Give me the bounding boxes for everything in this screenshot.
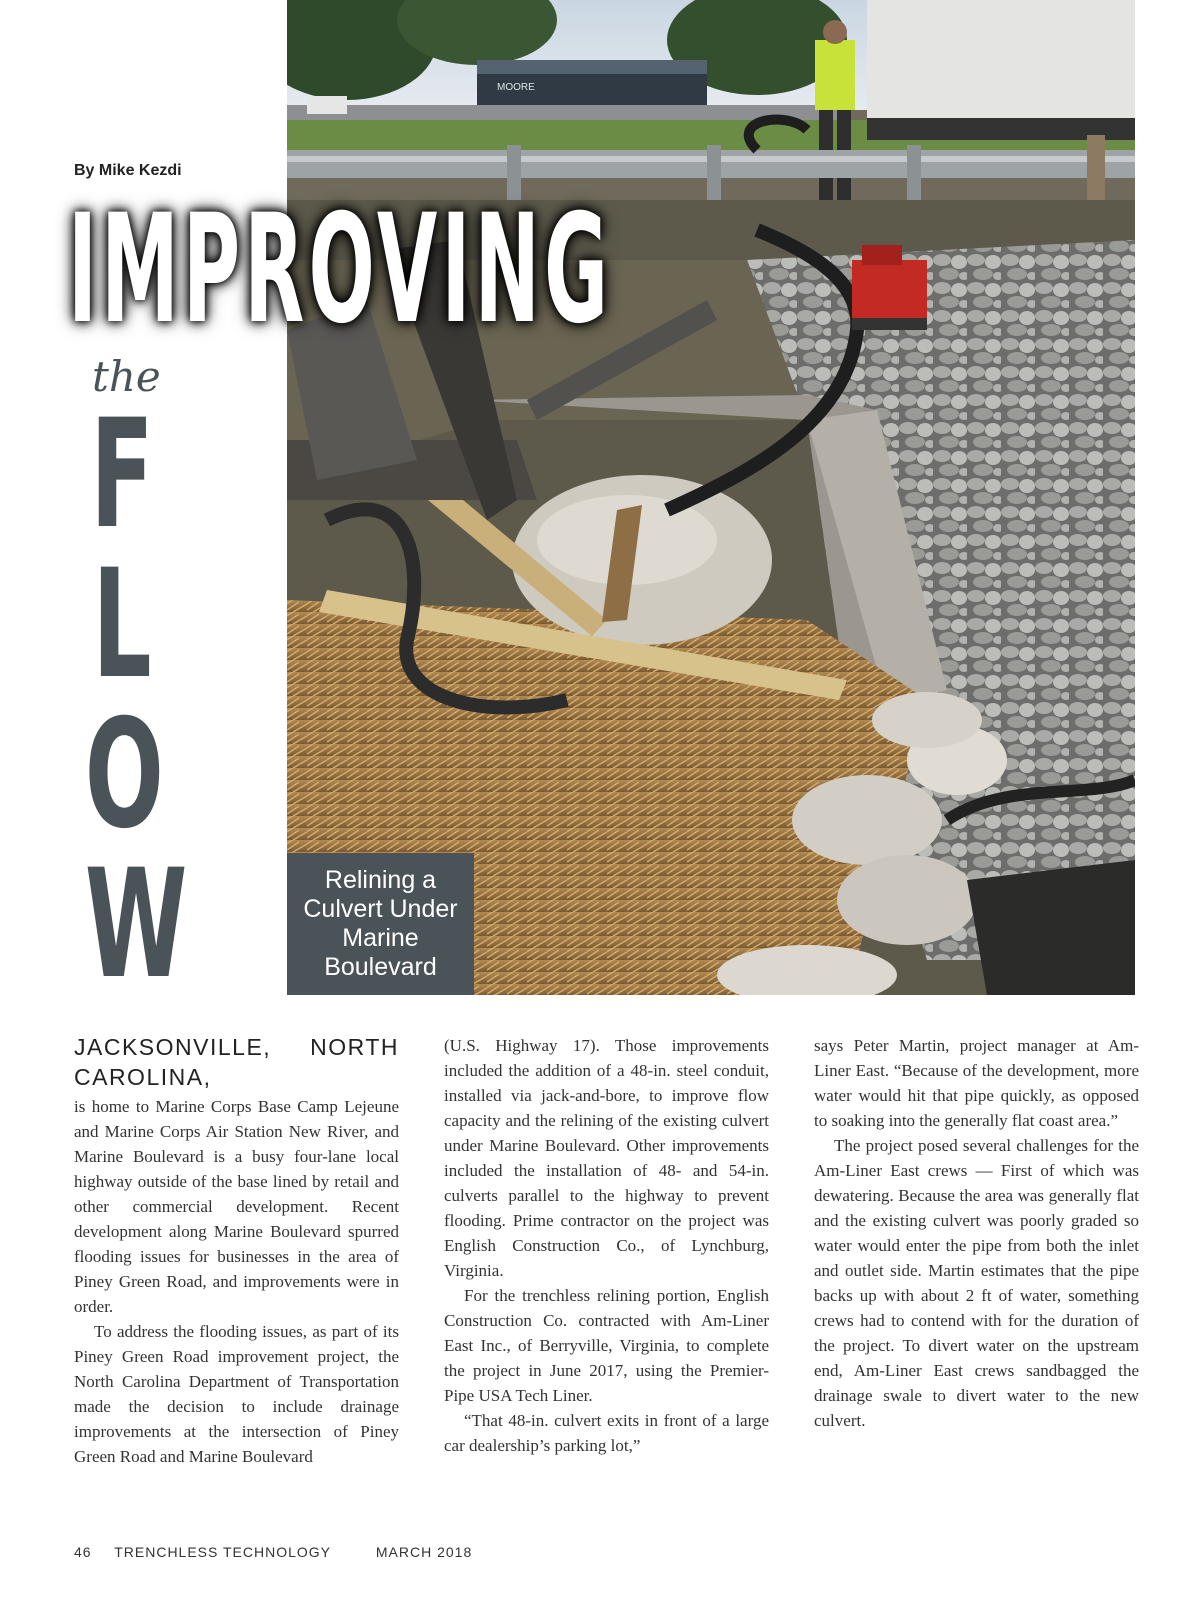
headline-the: the: [92, 352, 161, 401]
page-number: 46: [74, 1544, 92, 1560]
flow-letter-l: L: [92, 538, 152, 712]
article-column-1: [74, 1032, 399, 1469]
article-column-3: [814, 1033, 1139, 1433]
page-footer: [74, 1544, 490, 1560]
dateline: JACKSONVILLE, NORTH CAROLINA,: [74, 1034, 399, 1090]
paragraph: To address the flooding issues, as part of its Piney Green Road improvement project, the North Carolina Department of Transportation made the decision to include drainage improvements at the intersection of Piney Green Road and Marine Boulevard: [74, 1322, 399, 1466]
article-column-2: [444, 1033, 769, 1458]
paragraph: is home to Marine Corps Base Camp Lejeune and Marine Corps Air Station New River, and Marine Boulevard is a busy four-lane local highway outside of the base lined by retail and other commercial development. Recent development along Marine Boulevard spurred flooding issues for businesses in the area of Piney Green Road, and improvements were in order.: [74, 1097, 399, 1316]
publication-name: TRENCHLESS TECHNOLOGY: [114, 1544, 331, 1560]
paragraph: “That 48-in. culvert exits in front of a large car dealership’s parking lot,”: [444, 1411, 769, 1455]
headline-improving: IMPROVING: [68, 183, 613, 357]
subhead-box: [287, 853, 474, 995]
hero-photo: [287, 0, 1135, 995]
issue-date: MARCH 2018: [375, 1544, 473, 1560]
dealership-sign: MOORE: [497, 82, 535, 93]
paragraph: says Peter Martin, project manager at Am-Liner East. “Because of the development, more water would hit that pipe quickly, as opposed to soaking into the generally flat coast area.”: [814, 1036, 1139, 1130]
flow-letter-w: W: [84, 838, 188, 1012]
headline-flow: [62, 388, 188, 1012]
paragraph: For the trenchless relining portion, English Construction Co. contracted with Am-Liner East Inc., of Berryville, Virginia, to complete the project in June 2017, using the Premier-Pipe USA Tech Liner.: [444, 1286, 769, 1405]
byline: By Mike Kezdi: [74, 162, 182, 179]
subhead-text: Relining a Culvert Under Marine Boulevard: [303, 866, 458, 981]
flow-letter-o: O: [84, 688, 164, 862]
culvert-photo-illustration: [287, 0, 1135, 995]
paragraph: (U.S. Highway 17). Those improvements included the addition of a 48-in. steel conduit, installed via jack-and-bore, to improve flow capacity and the relining of the existing culvert under Marine Boulevard. Other improvements included the installation of 48- and 54-in. culverts parallel to the highway to prevent flooding. Prime contractor on the project was English Construction Co., of Lynchburg, Virginia.: [444, 1036, 769, 1280]
flow-letter-f: F: [90, 388, 154, 562]
paragraph: The project posed several challenges for the Am-Liner East crews — First of which was dewatering. Because the area was generally flat and the existing culvert was poorly graded so water would enter the pipe from both the inlet and outlet side. Martin estimates that the pipe backs up with about 2 ft of water, something crews had to contend with for the duration of the project. To divert water on the upstream end, Am-Liner East crews sandbagged the drainage swale to divert water to the new culvert.: [814, 1136, 1139, 1430]
